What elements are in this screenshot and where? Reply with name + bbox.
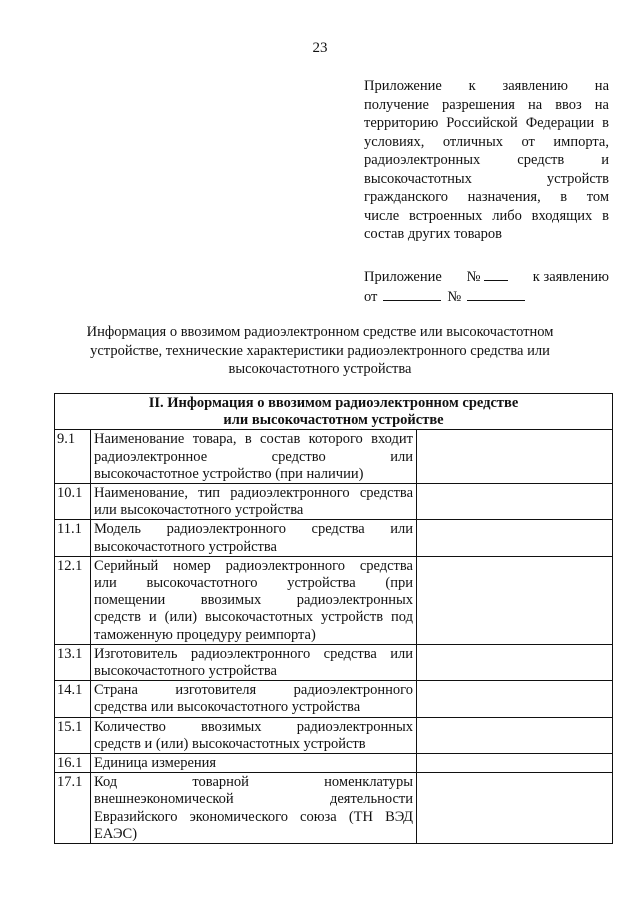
row-field-name bbox=[91, 520, 417, 556]
row-value-field[interactable] bbox=[417, 717, 613, 753]
document-heading-line: устройстве, технические характеристики радиоэлектронного средства или bbox=[90, 342, 550, 359]
row-field-name-line: высокочастотного устройства bbox=[94, 538, 277, 555]
table-row bbox=[55, 754, 613, 773]
annex-reference-line-1 bbox=[364, 267, 609, 287]
annex-caption-line: Приложение к заявлению на bbox=[364, 78, 609, 94]
info-table bbox=[54, 393, 613, 844]
table-row bbox=[55, 520, 613, 556]
document-heading-line: высокочастотного устройства bbox=[228, 361, 412, 377]
row-field-name-line: средств и (или) высокочастотных устройств bbox=[94, 735, 366, 752]
table-row bbox=[55, 556, 613, 644]
annex-caption-line: получение разрешения на ввоз на bbox=[364, 96, 609, 113]
row-value-field[interactable] bbox=[417, 430, 613, 484]
row-field-name-line: внешнеэкономической деятельности bbox=[94, 791, 413, 808]
row-value-field[interactable] bbox=[417, 754, 613, 773]
row-field-name-line: Код товарной номенклатуры bbox=[94, 774, 413, 791]
annex-ref-prefix: Приложение bbox=[364, 269, 442, 285]
annex-reference bbox=[364, 267, 609, 307]
row-field-name-line: средства или высокочастотного устройства bbox=[94, 699, 361, 716]
row-number: 17.1 bbox=[55, 773, 91, 844]
row-field-name-line: ЕАЭС) bbox=[94, 825, 138, 842]
annex-caption-line: высокочастотных устройств bbox=[364, 170, 609, 187]
row-field-name-line: или высокочастотного устройства (при bbox=[94, 575, 413, 592]
row-value-field[interactable] bbox=[417, 556, 613, 644]
row-field-name-line: высокочастотное устройство (при наличии) bbox=[94, 465, 364, 482]
row-field-name bbox=[91, 773, 417, 844]
annex-ref-number-sign: № bbox=[466, 269, 481, 285]
row-field-name-line: Количество ввозимых радиоэлектронных bbox=[94, 718, 413, 735]
annex-caption-line: состав других товаров bbox=[364, 226, 503, 242]
section-title-line: II. Информация о ввозимом радиоэлектронном средстве bbox=[148, 395, 519, 411]
annex-number-blank[interactable] bbox=[484, 267, 508, 281]
annex-caption-line: гражданского назначения, в том bbox=[364, 189, 609, 205]
row-field-name-line: Евразийского экономического союза (ТН ВЭД bbox=[94, 808, 413, 825]
annex-ref-number bbox=[467, 267, 508, 287]
row-field-name bbox=[91, 484, 417, 520]
annex-caption-line: условиях, отличных от импорта, bbox=[364, 133, 609, 150]
section-title-row bbox=[55, 394, 613, 430]
section-title bbox=[55, 394, 613, 430]
row-field-name-line: Единица измерения bbox=[94, 755, 217, 772]
row-field-name-line: или высокочастотного устройства bbox=[94, 502, 304, 519]
annex-caption-line: радиоэлектронных средств и bbox=[364, 152, 609, 168]
row-field-name bbox=[91, 717, 417, 753]
row-number: 12.1 bbox=[55, 556, 91, 644]
row-number: 16.1 bbox=[55, 754, 91, 773]
row-field-name-line: Наименование товара, в состав которого входит bbox=[94, 431, 413, 448]
row-field-name-line: помещении ввозимых радиоэлектронных bbox=[94, 592, 413, 609]
application-number-blank[interactable] bbox=[467, 287, 525, 301]
row-field-name bbox=[91, 644, 417, 680]
row-value-field[interactable] bbox=[417, 773, 613, 844]
row-field-name-line: Серийный номер радиоэлектронного средства bbox=[94, 557, 413, 574]
page-number: 23 bbox=[312, 40, 328, 56]
row-value-field[interactable] bbox=[417, 644, 613, 680]
row-field-name bbox=[91, 681, 417, 717]
document-heading bbox=[60, 323, 580, 379]
annex-ref-no-2: № bbox=[447, 289, 462, 305]
row-value-field[interactable] bbox=[417, 520, 613, 556]
annex-caption-line: числе встроенных либо входящих в bbox=[364, 207, 609, 224]
annex-caption bbox=[364, 77, 609, 244]
row-field-name-line: таможенную процедуру реимпорта) bbox=[94, 626, 316, 643]
application-date-blank[interactable] bbox=[383, 287, 441, 301]
table-row bbox=[55, 681, 613, 717]
row-number: 15.1 bbox=[55, 717, 91, 753]
document-heading-line: Информация о ввозимом радиоэлектронном средстве или высокочастотном bbox=[86, 324, 554, 340]
row-value-field[interactable] bbox=[417, 484, 613, 520]
row-field-name-line: радиоэлектронное средство или bbox=[94, 448, 413, 465]
row-field-name bbox=[91, 754, 417, 773]
table-row bbox=[55, 484, 613, 520]
row-number: 11.1 bbox=[55, 520, 91, 556]
row-field-name-line: Наименование, тип радиоэлектронного средства bbox=[94, 485, 413, 502]
row-field-name-line: высокочастотного устройства bbox=[94, 663, 277, 680]
annex-caption-line: территорию Российской Федерации в bbox=[364, 115, 609, 131]
row-number: 14.1 bbox=[55, 681, 91, 717]
row-number: 10.1 bbox=[55, 484, 91, 520]
table-row bbox=[55, 717, 613, 753]
row-value-field[interactable] bbox=[417, 681, 613, 717]
table-row bbox=[55, 644, 613, 680]
table-row bbox=[55, 430, 613, 484]
row-field-name-line: Изготовитель радиоэлектронного средства или bbox=[94, 645, 413, 662]
table-row bbox=[55, 773, 613, 844]
row-field-name-line: средств и (или) высокочастотных устройств под bbox=[94, 609, 413, 626]
annex-reference-line-2 bbox=[364, 287, 609, 307]
row-field-name-line: Страна изготовителя радиоэлектронного bbox=[94, 682, 413, 699]
row-field-name bbox=[91, 430, 417, 484]
row-number: 9.1 bbox=[55, 430, 91, 484]
annex-ref-suffix: к заявлению bbox=[532, 269, 609, 285]
section-title-line: или высокочастотном устройстве bbox=[223, 412, 444, 429]
row-field-name bbox=[91, 556, 417, 644]
row-field-name-line: Модель радиоэлектронного средства или bbox=[94, 521, 413, 538]
row-number: 13.1 bbox=[55, 644, 91, 680]
annex-ref-from: от bbox=[364, 289, 378, 305]
